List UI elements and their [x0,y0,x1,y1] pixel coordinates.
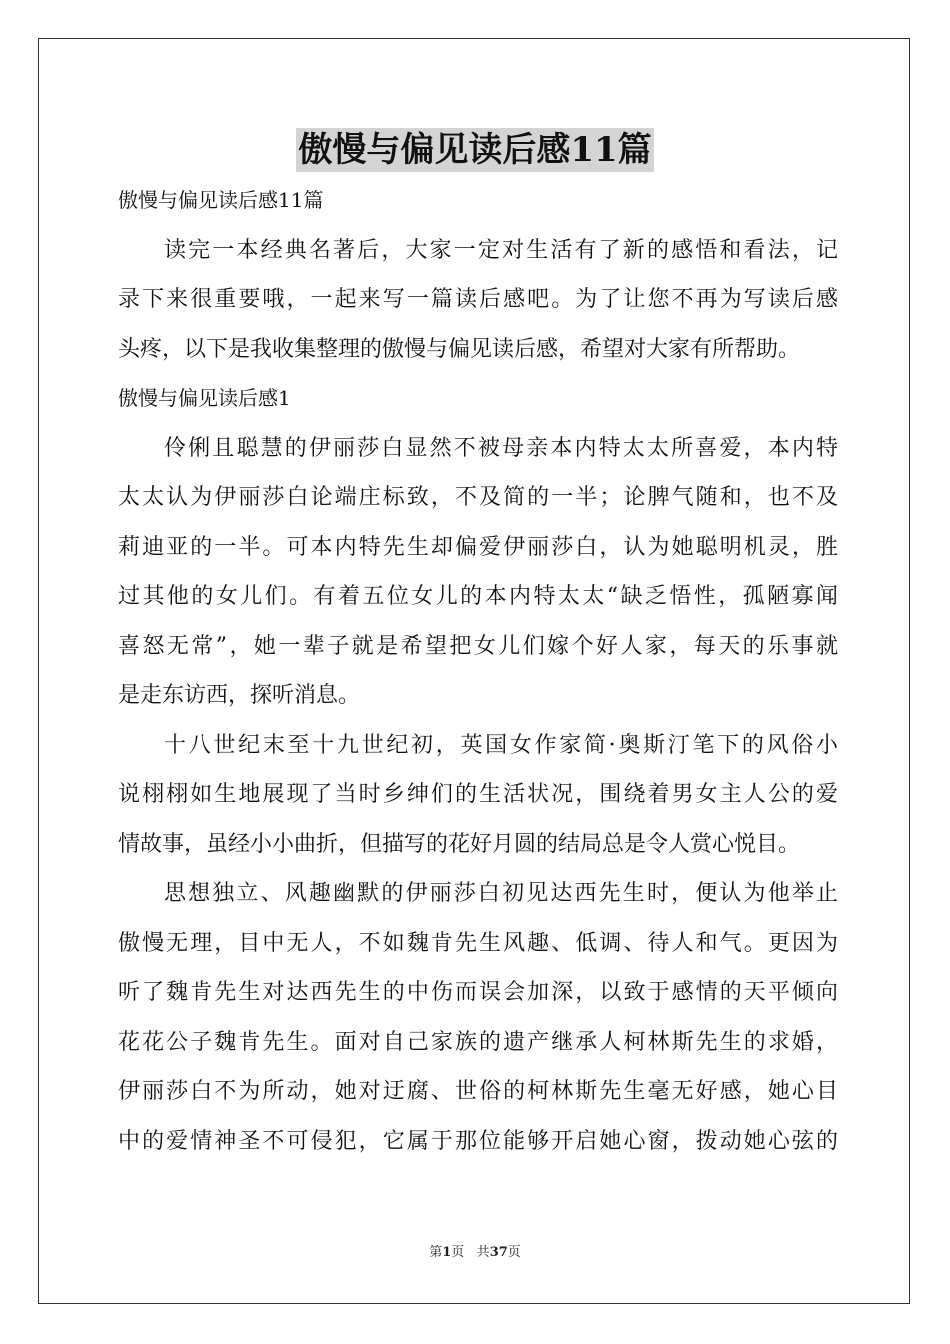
paragraph-line: 是走东访西，探听消息。 [118,683,361,708]
page-number: 1 [442,1245,452,1260]
paragraph-line: 中的爱情神圣不可侵犯，它属于那位能够开启她心窗，拨动她心弦的 [118,1128,838,1154]
section-heading: 傲慢与偏见读后感1 [118,386,291,410]
paragraph-line: 喜怒无常”，她一辈子就是希望把女儿们嫁个好人家，每天的乐事就 [118,633,838,659]
paragraph-line: 过其他的女儿们。有着五位女儿的本内特太太“缺乏悟性，孤陋寡闻 [118,584,838,609]
page-suffix: 页 [451,1245,465,1260]
paragraph-line: 录下来很重要哦，一起来写一篇读后感吧。为了让您不再为写读后感 [118,287,838,312]
paragraph-line: 伊丽莎白不为所动，她对迂腐、世俗的柯林斯先生毫无好感，她心目 [118,1079,838,1104]
page-prefix: 第 [429,1245,443,1260]
paragraph-line: 十八世纪末至十九世纪初，英国女作家简·奥斯汀笔下的风俗小 [164,732,838,758]
total-pages: 37 [489,1245,508,1260]
paragraph-line: 读完一本经典名著后，大家一定对生活有了新的感悟和看法，记 [164,237,838,263]
paragraph-line: 伶俐且聪慧的伊丽莎白显然不被母亲本内特太太所喜爱，本内特 [164,435,838,461]
paragraph-line: 思想独立、风趣幽默的伊丽莎白初见达西先生时，便认为他举止 [164,881,838,906]
page-footer [0,1244,950,1262]
paragraph-line: 说栩栩如生地展现了当时乡绅们的生活状况，围绕着男女主人公的爱 [118,782,838,807]
title-container [0,128,950,172]
total-suffix: 页 [507,1245,521,1260]
paragraph-line: 太太认为伊丽莎白论端庄标致，不及简的一半；论脾气随和，也不及 [118,485,838,510]
paragraph-line: 莉迪亚的一半。可本内特先生却偏爱伊丽莎白，认为她聪明机灵，胜 [118,534,838,560]
document-title: 傲慢与偏见读后感11篇 [298,130,652,170]
total-prefix: 共 [476,1245,490,1260]
paragraph-line: 傲慢无理，目中无人，不如魏肯先生风趣、低调、待人和气。更因为 [118,930,838,956]
paragraph-line: 听了魏肯先生对达西先生的中伤而误会加深，以致于感情的天平倾向 [118,980,838,1005]
document-body [118,176,838,1166]
paragraph-line: 花花公子魏肯先生。面对自己家族的遗产继承人柯林斯先生的求婚， [118,1029,838,1055]
paragraph-line: 情故事，虽经小小曲折，但描写的花好月圆的结局总是令人赏心悦目。 [118,831,801,857]
section-heading: 傲慢与偏见读后感11篇 [118,188,324,212]
paragraph-line: 头疼，以下是我收集整理的傲慢与偏见读后感，希望对大家有所帮助。 [118,336,801,362]
